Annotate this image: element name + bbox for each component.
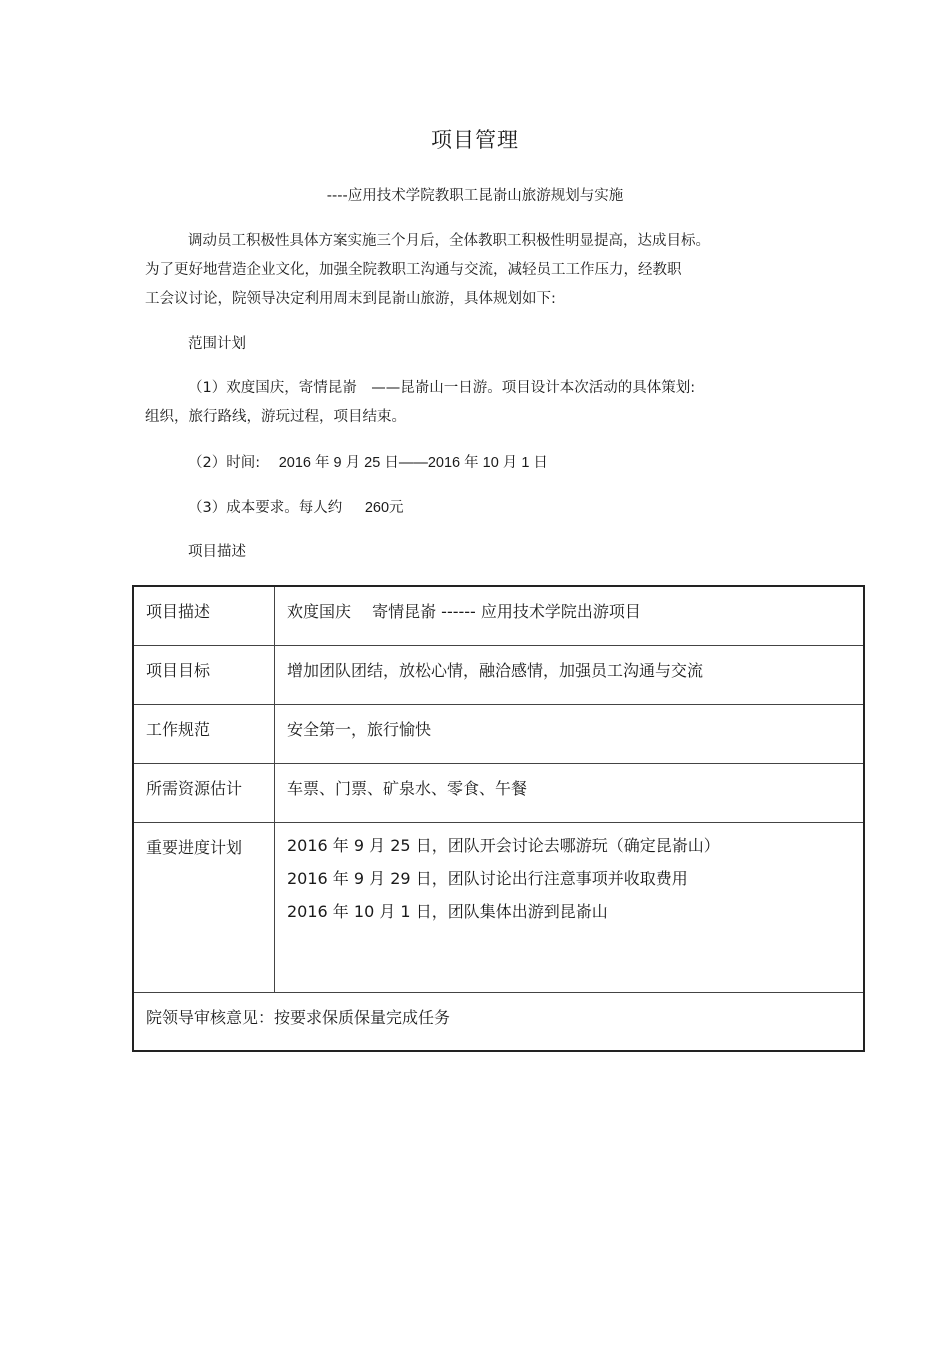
row-label: 项目目标 bbox=[133, 646, 275, 705]
table-row bbox=[133, 646, 864, 705]
table-row-review bbox=[133, 993, 864, 1052]
schedule-item: 2016 年 9 月 25 日，团队开会讨论去哪游玩（确定昆嵛山） bbox=[287, 836, 720, 855]
scope-item-2 bbox=[188, 451, 548, 472]
scope-item-3-value: 260 bbox=[364, 500, 390, 516]
table-row bbox=[133, 586, 864, 646]
intro-line-3: 工会议讨论，院领导决定利用周末到昆嵛山旅游，具体规划如下: bbox=[145, 291, 556, 307]
scope-item-3 bbox=[188, 496, 404, 517]
row-label: 所需资源估计 bbox=[133, 764, 275, 823]
scope-item-3-prefix: （3）成本要求。每人约 bbox=[188, 500, 343, 516]
project-description-table bbox=[132, 585, 865, 1052]
intro-line-1: 调动员工积极性具体方案实施三个月后，全体教职工积极性明显提高，达成目标。 bbox=[188, 233, 710, 249]
row-value: 欢度国庆 寄情昆嵛 ------ 应用技术学院出游项目 bbox=[275, 586, 865, 646]
page-subtitle: ----应用技术学院教职工昆嵛山旅游规划与实施 bbox=[326, 188, 624, 204]
table-row bbox=[133, 705, 864, 764]
schedule-item: 2016 年 9 月 29 日，团队讨论出行注意事项并收取费用 bbox=[287, 869, 688, 888]
description-heading: 项目描述 bbox=[188, 544, 246, 560]
intro-line-2: 为了更好地营造企业文化，加强全院教职工沟通与交流，减轻员工工作压力，经教职 bbox=[145, 262, 682, 278]
scope-item-1-line-2: 组织，旅行路线，游玩过程，项目结束。 bbox=[145, 409, 406, 425]
scope-item-2-prefix: （2）时间: bbox=[188, 455, 261, 471]
schedule-list bbox=[275, 823, 865, 993]
table-row-schedule bbox=[133, 823, 864, 993]
scope-item-3-unit: 元 bbox=[389, 500, 404, 516]
row-value: 增加团队团结，放松心情，融洽感情，加强员工沟通与交流 bbox=[275, 646, 865, 705]
row-value: 安全第一，旅行愉快 bbox=[275, 705, 865, 764]
row-label: 项目描述 bbox=[133, 586, 275, 646]
row-label: 工作规范 bbox=[133, 705, 275, 764]
page-title: 项目管理 bbox=[431, 128, 519, 152]
row-label: 重要进度计划 bbox=[133, 823, 275, 993]
scope-item-1-line-1: （1）欢度国庆，寄情昆嵛 ——昆嵛山一日游。项目设计本次活动的具体策划: bbox=[188, 380, 696, 396]
schedule-item: 2016 年 10 月 1 日，团队集体出游到昆嵛山 bbox=[287, 902, 608, 921]
row-value: 车票、门票、矿泉水、零食、午餐 bbox=[275, 764, 865, 823]
review-opinion: 院领导审核意见：按要求保质保量完成任务 bbox=[133, 993, 864, 1052]
scope-item-2-value: 2016 年 9 月 25 日——2016 年 10 月 1 日 bbox=[278, 455, 548, 471]
scope-heading: 范围计划 bbox=[188, 336, 246, 352]
table-row bbox=[133, 764, 864, 823]
